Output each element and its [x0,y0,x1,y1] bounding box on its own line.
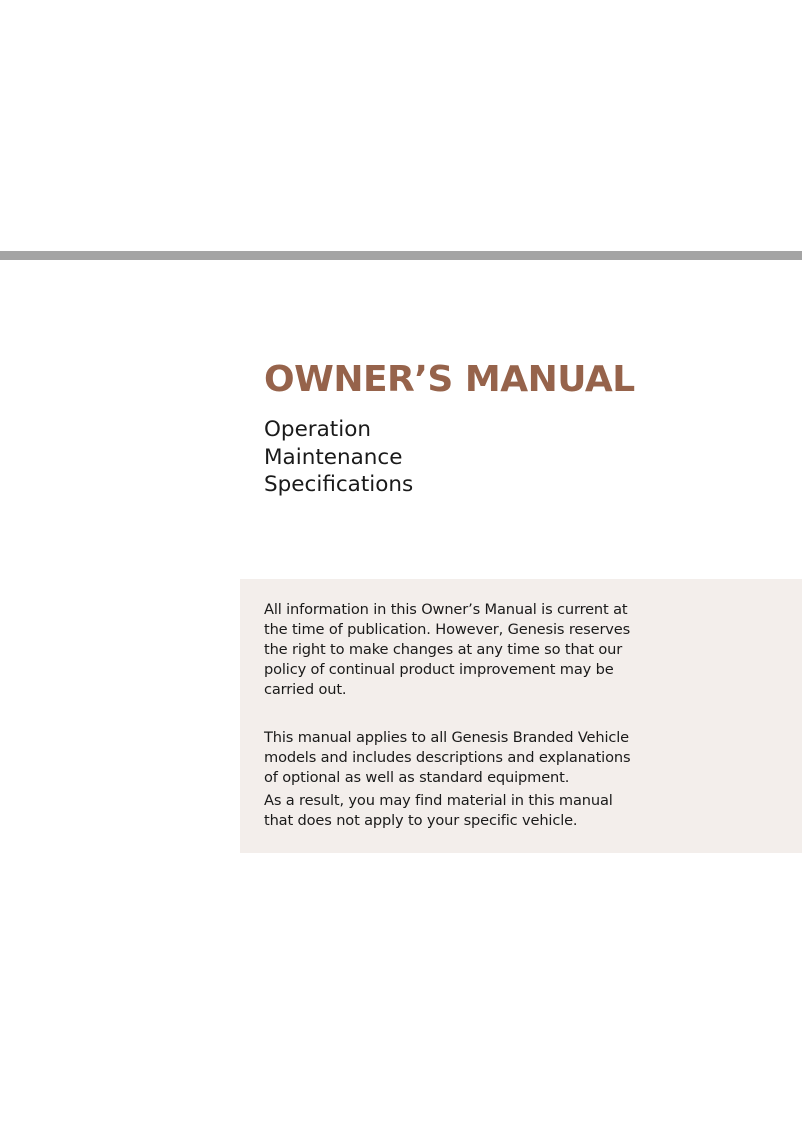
top-divider-rule [0,251,802,260]
subtitle-specifications: Specifications [264,472,414,497]
notice-paragraph-applicability: This manual applies to all Genesis Branded Vehicle models and includes descriptions and explanations of optional as well as standard equipment. [264,729,631,786]
notice-panel [240,579,802,853]
notice-paragraph-disclaimer: As a result, you may find material in this manual that does not apply to your specific vehicle. [264,792,613,829]
subtitle-list [264,416,413,499]
subtitle-operation: Operation [264,417,371,442]
page-title: OWNER’S MANUAL [264,359,635,400]
subtitle-maintenance: Maintenance [264,444,403,470]
notice-paragraph-currency: All information in this Owner’s Manual is current at the time of publication. However, Genesis reserves the right to make changes at any time so that our policy of continual product improvement may be carried out. [264,601,631,698]
